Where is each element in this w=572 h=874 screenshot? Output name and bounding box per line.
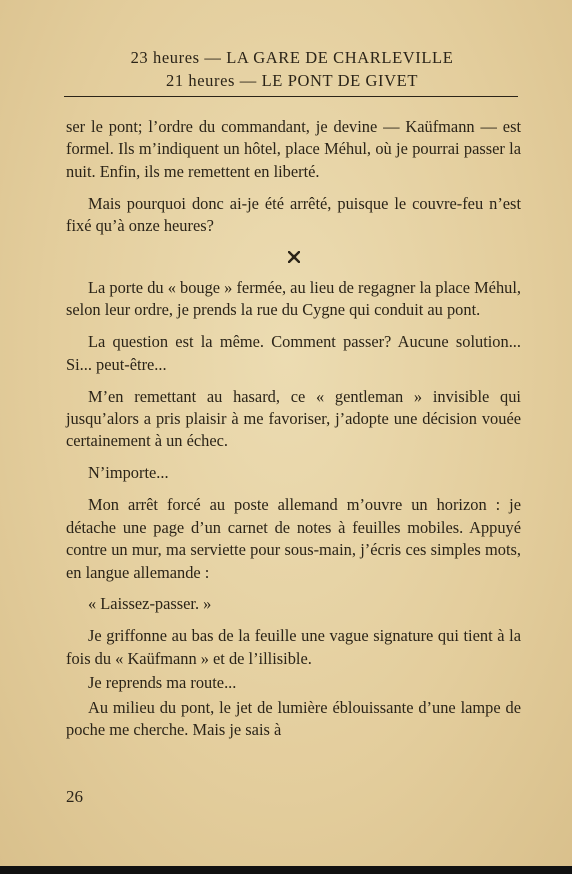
paragraph: « Laissez-passer. »	[88, 594, 212, 614]
paragraph: La question est la même. Comment passer? Aucune solution... Si... peut-être...	[66, 332, 521, 374]
paragraph: Je reprends ma route...	[88, 673, 237, 693]
page-number: 26	[66, 787, 83, 806]
paragraph: La porte du « bouge » fermée, au lieu de regagner la place Méhul, selon leur ordre, je prends la rue du Cygne qui conduit au pont.	[66, 278, 521, 320]
paragraph: Je griffonne au bas de la feuille une vague signature qui tient à la fois du « Kaüfmann » et de l’illisible.	[66, 626, 521, 668]
page-bottom-edge	[0, 866, 572, 874]
paragraph: Mon arrêt forcé au poste allemand m’ouvre un horizon : je détache une page d’un carnet de notes à feuilles mobiles. Appuyé contre un mur, ma serviette pour sous-main, j’écris ces simples mots, en langue allemande :	[66, 495, 521, 582]
paragraph: Mais pourquoi donc ai-je été arrêté, puisque le couvre-feu n’est fixé qu’à onze heures?	[66, 193, 521, 236]
paragraph: ser le pont; l’ordre du commandant, je devine — Kaüfmann — est formel. Ils m’indiquent un hôtel, place Méhul, où je pourrai passer la nuit. Enfin, ils me remettent en liberté.	[66, 117, 521, 181]
body-text	[66, 116, 521, 751]
section-separator-icon	[66, 247, 521, 263]
paragraph: Au milieu du pont, le jet de lumière éblouissante d’une lampe de poche me cherche. Mais je sais à	[66, 697, 521, 739]
paragraph: N’importe...	[88, 463, 169, 483]
running-header	[62, 46, 522, 92]
paragraph: M’en remettant au hasard, ce « gentleman » invisible qui jusqu’alors a pris plaisir à me favoriser, j’adopte une décision vouée certainement à un échec.	[66, 386, 521, 451]
header-line-1: 23 heures — LA GARE DE CHARLEVILLE	[130, 48, 454, 67]
header-line-2: 21 heures — LE PONT DE GIVET	[165, 71, 419, 90]
header-rule	[64, 96, 518, 97]
